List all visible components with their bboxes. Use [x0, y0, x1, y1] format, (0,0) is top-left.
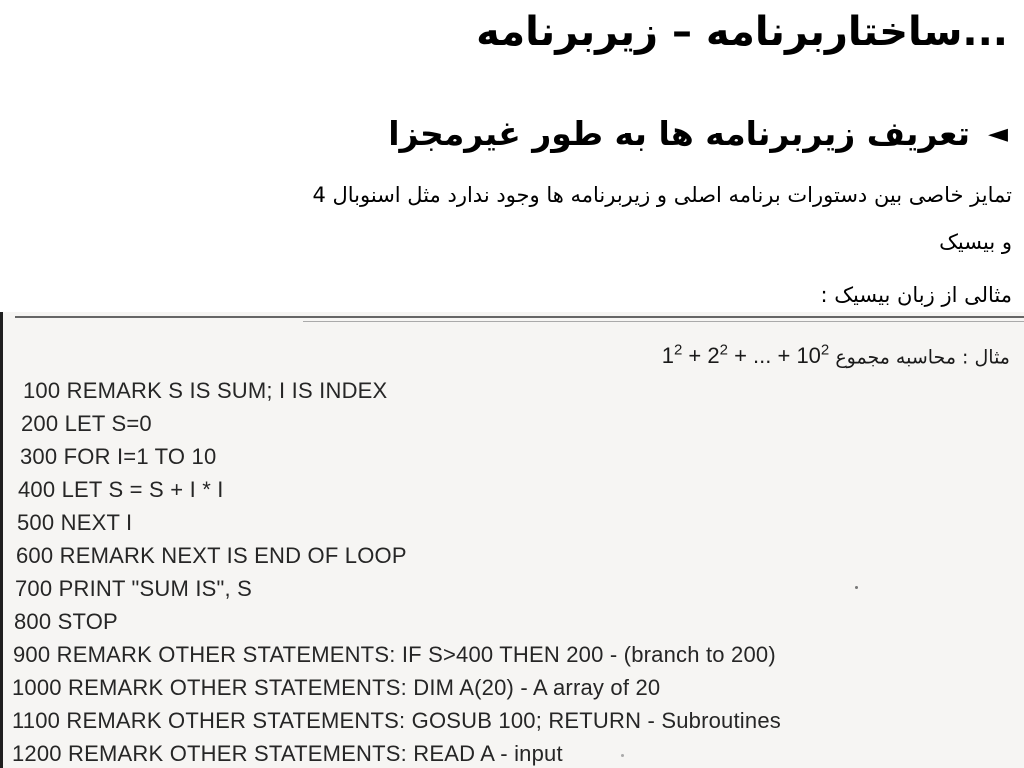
code-line: 300 FOR I=1 TO 10	[20, 444, 217, 469]
code-line: 400 LET S = S + I * I	[18, 477, 224, 502]
slide-title: ...ساختاربرنامه – زیربرنامه	[476, 9, 1008, 55]
bullet-heading-row	[388, 114, 1008, 154]
code-line: 600 REMARK NEXT IS END OF LOOP	[16, 543, 407, 568]
code-line: 700 PRINT "SUM IS", S	[15, 576, 253, 601]
scan-speck	[855, 586, 858, 589]
sum-formula: $1^2 + 2^2$ + ... + $10^2$	[661, 342, 830, 369]
example-caption	[654, 342, 1010, 370]
scanned-example-image	[0, 312, 1024, 768]
code-line: 200 LET S=0	[21, 411, 152, 436]
code-line: 1100 REMARK OTHER STATEMENTS: GOSUB 100; RETURN - Subroutines	[12, 708, 781, 733]
basic-code-listing	[3, 374, 781, 768]
example-caption-label: مثال : محاسبه مجموع	[835, 346, 1010, 369]
body-line-1: تمایز خاصی بین دستورات برنامه اصلی و زیربرنامه ها وجود ندارد مثل اسنوبال 4	[312, 183, 1012, 207]
code-line: 1200 REMARK OTHER STATEMENTS: READ A - input	[12, 741, 563, 766]
scan-top-rule-secondary	[303, 321, 1024, 322]
scan-top-rule	[15, 316, 1024, 318]
bullet-marker-icon: ◄	[988, 119, 1008, 149]
bullet-heading-text: تعریف زیربرنامه ها به طور غیرمجزا	[388, 114, 970, 153]
code-line: 500 NEXT I	[17, 510, 133, 535]
scan-speck	[621, 754, 624, 757]
code-line: 1000 REMARK OTHER STATEMENTS: DIM A(20) - A array of 20	[12, 675, 661, 700]
body-line-2: و بیسیک	[939, 230, 1012, 254]
body-line-3: مثالی از زبان بیسیک :	[820, 283, 1012, 307]
code-line: 100 REMARK S IS SUM; I IS INDEX	[23, 378, 388, 403]
code-line: 900 REMARK OTHER STATEMENTS: IF S>400 THEN 200 - (branch to 200)	[13, 642, 776, 667]
code-line: 800 STOP	[14, 609, 118, 634]
